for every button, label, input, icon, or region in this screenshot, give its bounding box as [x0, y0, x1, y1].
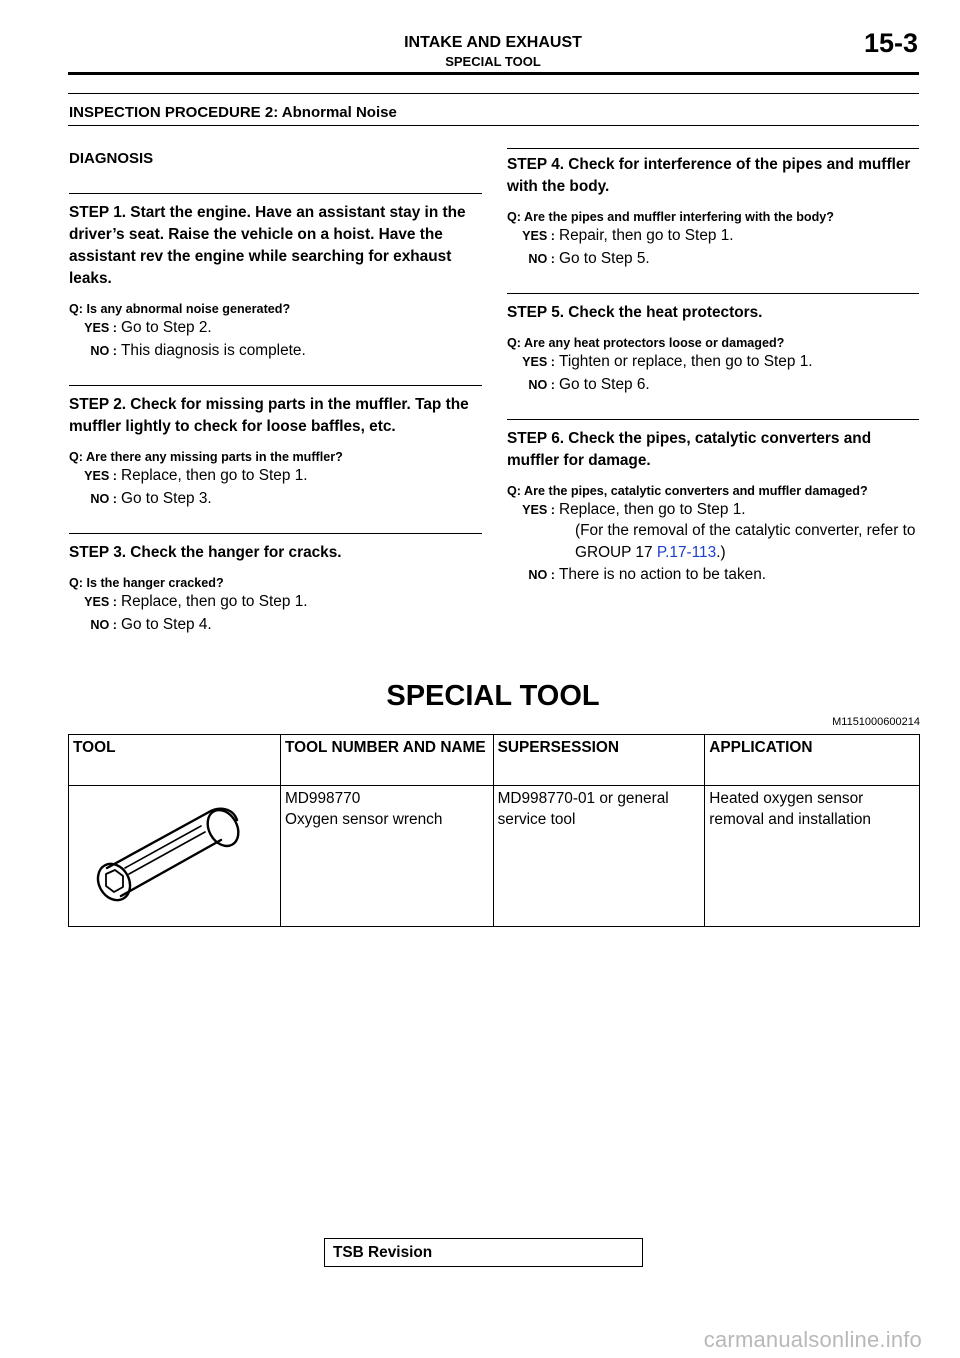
yes-label: YES :	[522, 229, 555, 243]
tool-image-cell	[69, 786, 281, 927]
yes-label: YES :	[84, 595, 117, 609]
step-question: Q: Are any heat protectors loose or damaged?	[507, 336, 785, 350]
no-answer	[69, 614, 482, 635]
diagnosis-label: DIAGNOSIS	[69, 150, 154, 167]
step-rule	[69, 533, 482, 534]
no-label: NO :	[90, 344, 117, 358]
application-cell: Heated oxygen sensor removal and installation	[705, 786, 920, 927]
yes-label: YES :	[522, 503, 555, 517]
column-header-supersession: SUPERSESSION	[493, 735, 705, 786]
tool-number-cell	[280, 786, 493, 927]
step-2	[69, 385, 482, 509]
diagnosis-right-column	[507, 148, 919, 585]
no-label: NO :	[528, 378, 555, 392]
no-text: Go to Step 3.	[121, 490, 212, 507]
yes-note	[507, 520, 919, 564]
step-question: Q: Is any abnormal noise generated?	[69, 302, 291, 316]
no-text: Go to Step 4.	[121, 616, 212, 633]
yes-label: YES :	[84, 469, 117, 483]
column-header-application: APPLICATION	[705, 735, 920, 786]
no-text: Go to Step 6.	[559, 376, 650, 393]
no-answer	[69, 488, 482, 509]
no-text: This diagnosis is complete.	[121, 342, 306, 359]
procedure-rule-bottom	[68, 125, 919, 126]
yes-answer	[507, 225, 919, 246]
yes-text: Replace, then go to Step 1.	[121, 593, 308, 610]
no-answer	[507, 564, 919, 585]
step-question: Q: Are the pipes, catalytic converters and muffler damaged?	[507, 484, 868, 498]
step-title: STEP 3. Check the hanger for cracks.	[69, 544, 342, 561]
no-label: NO :	[90, 492, 117, 506]
no-answer	[69, 340, 482, 361]
yes-label: YES :	[84, 321, 117, 335]
step-5	[507, 293, 919, 395]
yes-answer	[69, 465, 482, 486]
step-rule	[507, 148, 919, 149]
no-text: There is no action to be taken.	[559, 566, 767, 583]
tool-name: Oxygen sensor wrench	[284, 811, 443, 828]
header-rule	[68, 72, 919, 75]
tsb-revision-box	[324, 1238, 643, 1267]
step-6	[507, 419, 919, 585]
supersession-cell: MD998770-01 or general service tool	[493, 786, 705, 927]
yes-text: Tighten or replace, then go to Step 1.	[559, 353, 813, 370]
column-header-tool-number: TOOL NUMBER AND NAME	[280, 735, 493, 786]
tool-number: MD998770	[284, 790, 361, 807]
no-label: NO :	[528, 568, 555, 582]
yes-text: Repair, then go to Step 1.	[559, 227, 734, 244]
yes-answer	[507, 351, 919, 372]
no-answer	[507, 248, 919, 269]
step-title: STEP 2. Check for missing parts in the muffler. Tap the muffler lightly to check for loose baffles, etc.	[69, 396, 469, 435]
yes-answer	[507, 499, 919, 520]
yes-answer	[69, 317, 482, 338]
diagnosis-left-column	[69, 150, 482, 635]
step-rule	[507, 293, 919, 294]
step-title: STEP 6. Check the pipes, catalytic converters and muffler for damage.	[507, 430, 872, 469]
step-4	[507, 148, 919, 269]
yes-label: YES :	[522, 355, 555, 369]
watermark: carmanualsonline.info	[703, 1327, 922, 1352]
yes-note-close: .)	[716, 544, 726, 561]
yes-text: Replace, then go to Step 1.	[121, 467, 308, 484]
group-17-reference-link[interactable]: P.17-113	[656, 544, 717, 561]
step-question: Q: Are the pipes and muffler interfering with the body?	[507, 210, 834, 224]
yes-answer	[69, 591, 482, 612]
step-question: Q: Is the hanger cracked?	[69, 576, 224, 590]
yes-note-text: (For the removal of the catalytic converter, refer to GROUP 17	[575, 522, 916, 561]
yes-text: Replace, then go to Step 1.	[559, 501, 746, 518]
oxygen-sensor-wrench-icon	[73, 788, 273, 916]
procedure-title: INSPECTION PROCEDURE 2: Abnormal Noise	[69, 104, 397, 121]
table-header-row	[69, 735, 920, 786]
step-rule	[69, 193, 482, 194]
step-title: STEP 1. Start the engine. Have an assistant stay in the driver’s seat. Raise the vehicle on a hoist. Have the assistant rev the engine while searching for exhaust leaks.	[69, 204, 466, 287]
column-header-tool: TOOL	[69, 735, 281, 786]
step-rule	[69, 385, 482, 386]
step-1	[69, 193, 482, 361]
step-question: Q: Are there any missing parts in the muffler?	[69, 450, 343, 464]
table-row	[69, 786, 920, 927]
yes-text: Go to Step 2.	[121, 319, 212, 336]
section-title: INTAKE AND EXHAUST	[404, 34, 582, 51]
tsb-revision-label: TSB Revision	[333, 1244, 433, 1261]
subsection-title: SPECIAL TOOL	[445, 54, 541, 69]
special-tool-title: SPECIAL TOOL	[386, 680, 600, 712]
step-title: STEP 4. Check for interference of the pipes and muffler with the body.	[507, 156, 911, 195]
no-label: NO :	[90, 618, 117, 632]
no-answer	[507, 374, 919, 395]
no-text: Go to Step 5.	[559, 250, 650, 267]
step-rule	[507, 419, 919, 420]
no-label: NO :	[528, 252, 555, 266]
page-number: 15-3	[863, 28, 918, 58]
step-title: STEP 5. Check the heat protectors.	[507, 304, 763, 321]
procedure-rule-top	[68, 93, 919, 94]
step-3	[69, 533, 482, 635]
special-tool-code: M1151000600214	[832, 716, 920, 728]
special-tool-table	[68, 734, 920, 927]
